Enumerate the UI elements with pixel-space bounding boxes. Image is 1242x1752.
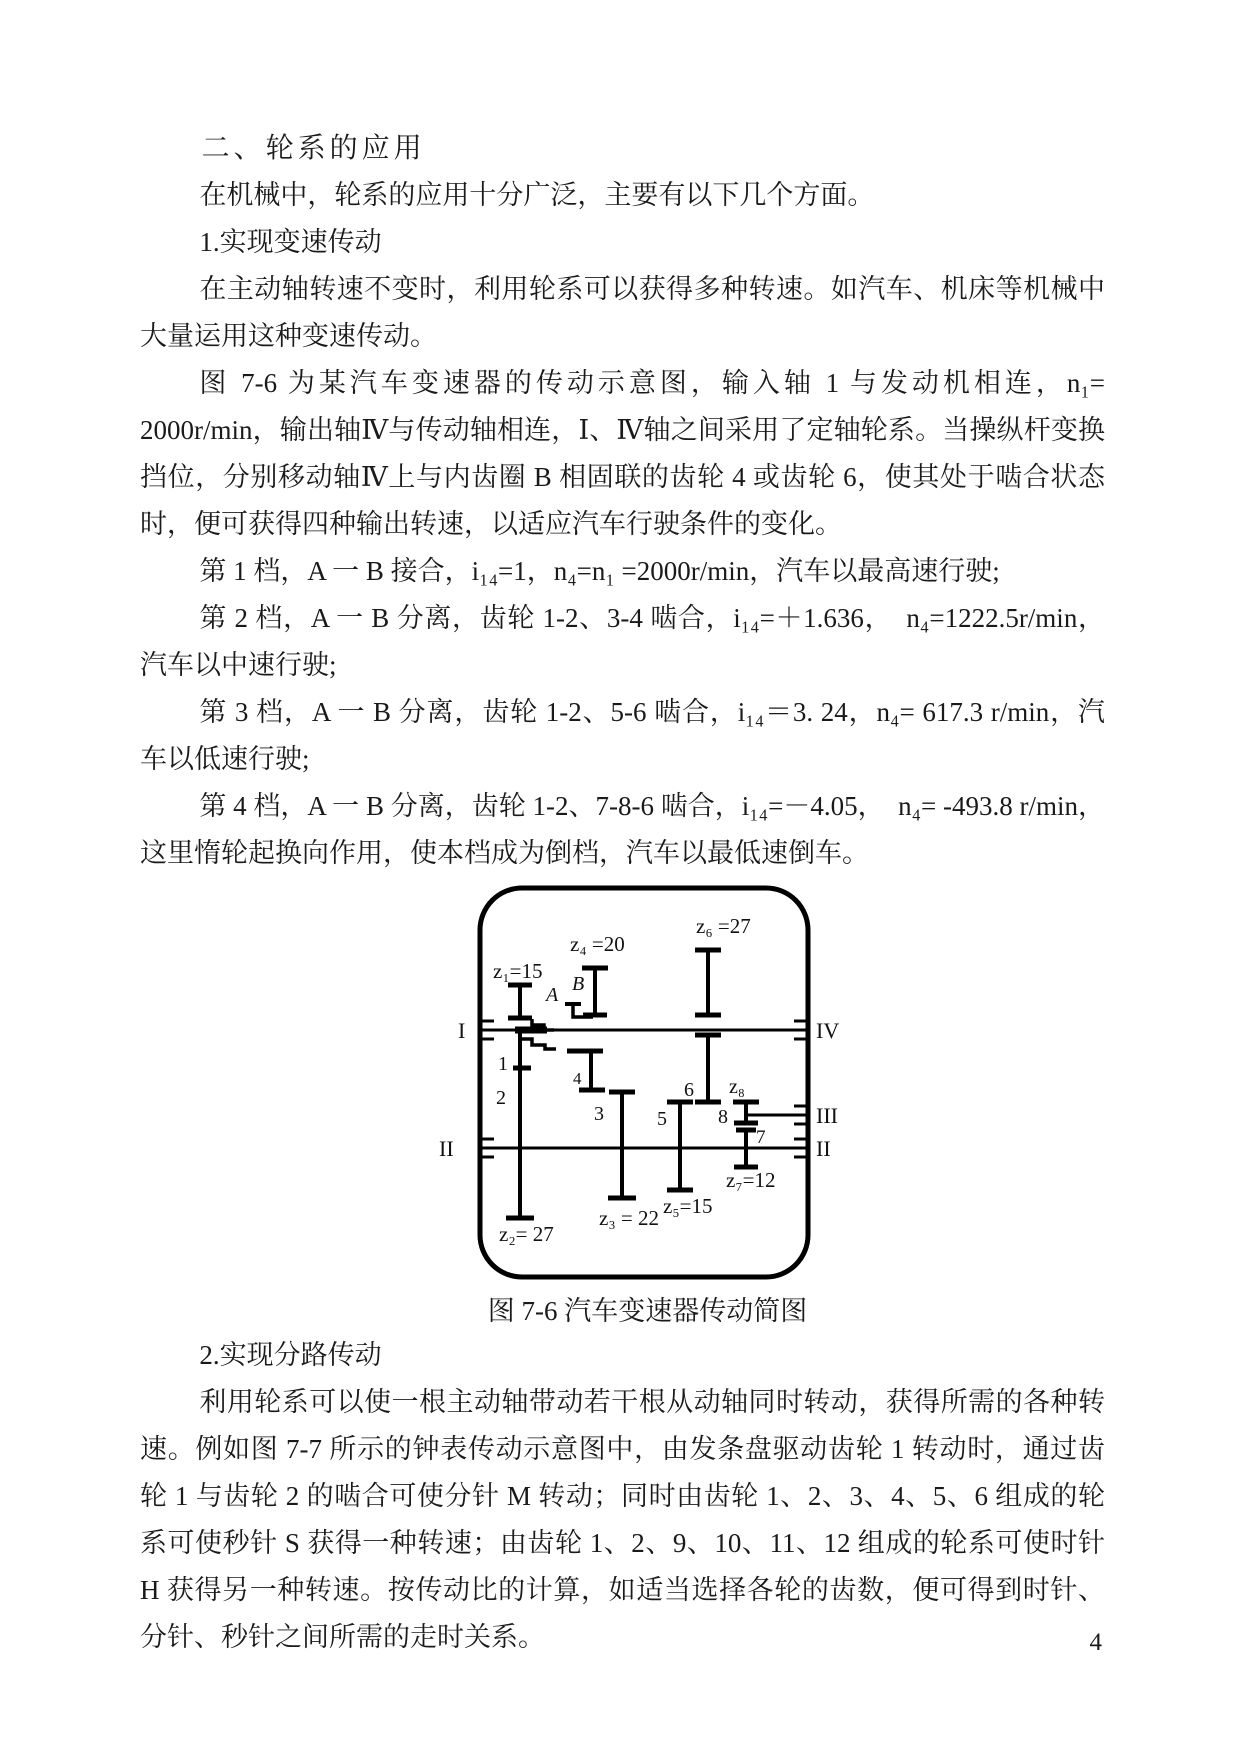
gear-2-number: 2: [496, 1087, 506, 1109]
gearbox-diagram: [425, 880, 870, 1285]
clutch-a-label: A: [546, 984, 559, 1006]
z2-label: z₂= 27: [499, 1222, 554, 1246]
z5-label: z₅=15: [663, 1194, 713, 1218]
paragraph-intro: 在机械中，轮系的应用十分广泛，主要有以下几个方面。: [199, 180, 875, 210]
z7-label: z₇=12: [726, 1168, 776, 1192]
subheading-1: 1.实现变速传动: [199, 227, 382, 257]
gear-6-number: 6: [684, 1079, 694, 1101]
section-heading: 二、轮系的应用: [201, 133, 426, 164]
shaft-ii-right-label: II: [816, 1136, 831, 1161]
paragraph-gear-3: 第 3 档，A 一 B 分离，齿轮 1-2、5-6 啮合，i₁₄＝3. 24，n₄= 617.3 r/min，汽车以低速行驶;: [140, 697, 1105, 774]
gear-5: [667, 1102, 693, 1190]
gear-5-number: 5: [657, 1108, 667, 1130]
paragraph-figure-description: 图 7-6 为某汽车变速器的传动示意图，输入轴 1 与发动机相连，n₁= 2000r/min，输出轴Ⅳ与传动轴相连，Ⅰ、Ⅳ轴之间采用了定轴轮系。当操纵杆变换挡位，分别移动轴Ⅳ上与内齿圈 B 相固联的齿轮 4 或齿轮 6，使其处于啮合状态时，便可获得四种输出转速，以适应汽车行驶条件的变化。: [140, 368, 1105, 539]
z3-label: z₃ = 22: [599, 1206, 659, 1230]
z1-label: z₁=15: [493, 959, 543, 983]
shaft-ii-left-label: II: [439, 1136, 454, 1161]
gear-6: [695, 950, 721, 1102]
upper-text-block: [140, 125, 1105, 877]
paragraph-gear-1: 第 1 档，A 一 B 接合，i₁₄=1，n₄=n₁ =2000r/min，汽车以最高速行驶;: [199, 556, 1000, 586]
gear-1: [508, 985, 532, 1018]
gear-3-number: 3: [594, 1103, 604, 1125]
subheading-2: 2.实现分路传动: [199, 1340, 382, 1370]
z6-label: z₆ =27: [696, 914, 751, 938]
gear-3: [608, 1092, 636, 1198]
figure-7-6: [425, 880, 870, 1285]
gear-1-number: 1: [498, 1053, 508, 1075]
clutch-b-label: B: [572, 973, 585, 995]
shaft-iv-label: IV: [816, 1018, 840, 1043]
lower-text-block: [140, 1332, 1105, 1661]
paragraph-branch-transmission: 利用轮系可以使一根主动轴带动若干根从动轴同时转动，获得所需的各种转速。例如图 7-7 所示的钟表传动示意图中，由发条盘驱动齿轮 1 转动时，通过齿轮 1 与齿轮 2 的啮合可使分针 M 转动；同时由齿轮 1、2、3、4、5、6 组成的轮系可使秒针 S 获得一种转速；由齿轮 1、2、9、10、11、12 组成的轮系可使时针 H 获得另一种转速。按传动比的计算，如适当选择各轮的齿数，便可得到时针、分针、秒针之间所需的走时关系。: [140, 1387, 1105, 1652]
z4-label: z₄ =20: [570, 932, 625, 956]
gear-8: [733, 1102, 759, 1123]
clutch-a-b: [515, 1004, 593, 1049]
z8-label: z₈: [729, 1076, 745, 1098]
shaft-i-label: I: [458, 1018, 466, 1043]
paragraph-gear-2: 第 2 档，A 一 B 分离，齿轮 1-2、3-4 啮合，i₁₄=＋1.636， n₄=1222.5r/min，汽车以中速行驶;: [140, 603, 1105, 680]
gear-2: [506, 1030, 534, 1218]
gear-4-number: 4: [573, 1069, 582, 1088]
paragraph-gear-4: 第 4 档，A 一 B 分离，齿轮 1-2、7-8-6 啮合，i₁₄=－4.05， n₄= -493.8 r/min，这里惰轮起换向作用，使本档成为倒档，汽车以最低速倒车。: [140, 791, 1105, 868]
shaft-iii-label: III: [816, 1103, 838, 1128]
gear-7-number: 7: [756, 1127, 766, 1148]
paragraph-speed-change: 在主动轴转速不变时，利用轮系可以获得多种转速。如汽车、机床等机械中大量运用这种变速传动。: [140, 274, 1105, 351]
figure-caption: 图 7-6 汽车变速器传动简图: [487, 1296, 808, 1326]
gear-8-number: 8: [718, 1106, 728, 1128]
page-number: 4: [1089, 1629, 1102, 1656]
